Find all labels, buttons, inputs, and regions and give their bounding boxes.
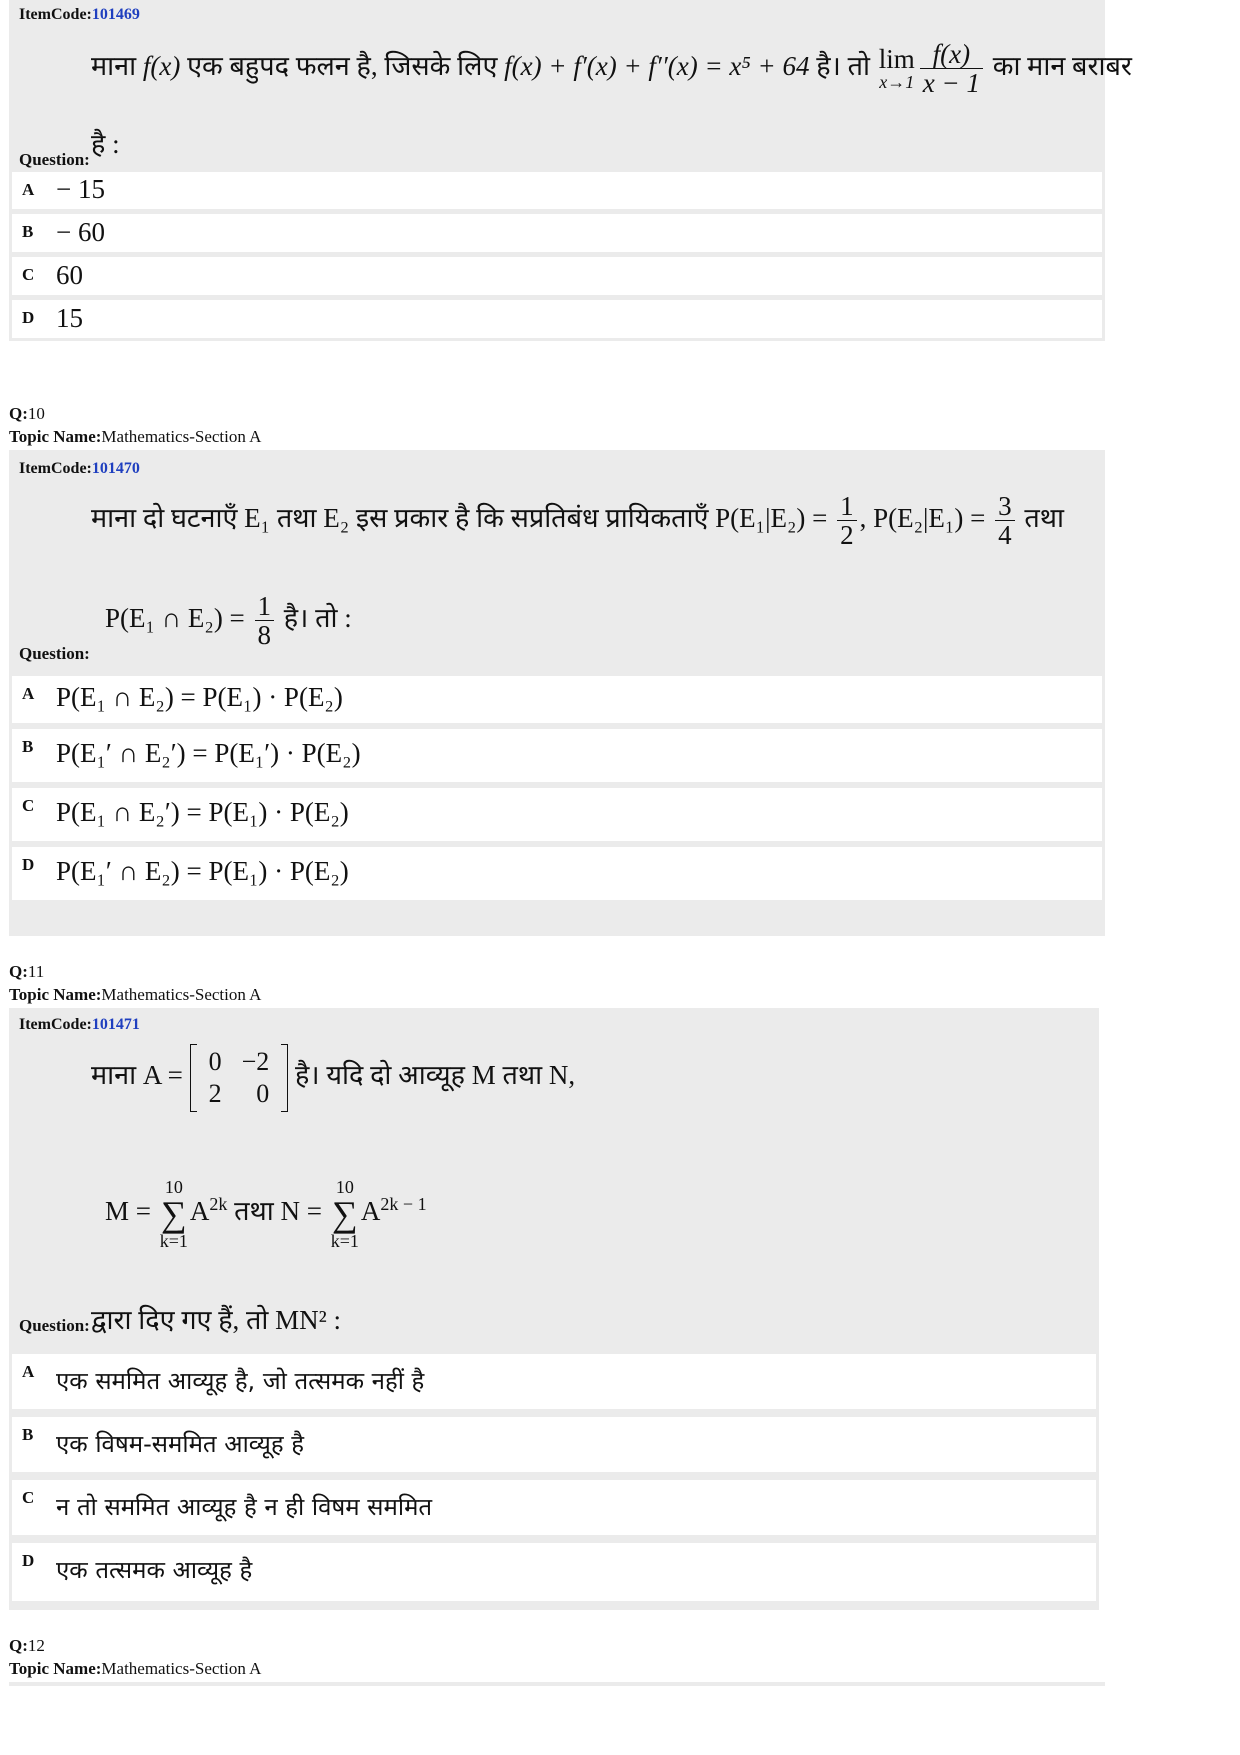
question-card-q9 [9,0,1132,341]
option-text: P(E₁′ ∩ E₂) = P(E₁) · P(E₂) [56,856,349,886]
option-d[interactable] [12,1543,1096,1601]
question-stem-line2 [105,592,352,650]
topic-name [9,427,261,447]
option-text: एक तत्समक आव्यूह है [56,1556,253,1584]
question-stem-last: द्वारा दिए गए हैं, तो MN² : [91,1305,342,1335]
item-code-label: ItemCode: [19,6,92,23]
exponent: 2k − 1 [380,1194,427,1215]
topic-value: Mathematics-Section A [101,427,262,446]
option-text: P(E₁ ∩ E₂′) = P(E₁) · P(E₂) [56,797,349,827]
fraction-denominator: 2 [840,520,854,551]
question-stem-sums [105,1178,427,1250]
stem-text: का मान बराबर [985,51,1132,82]
option-d[interactable] [12,847,1102,900]
lim-word: lim [878,44,915,75]
stem-text: तथा N = [227,1196,329,1227]
option-b[interactable] [12,729,1102,782]
stem-text: , P(E₂|E₁) = [859,503,993,534]
matrix-cell: 2 [208,1079,222,1108]
option-letter: B [22,1425,34,1444]
q-label: Q: [9,962,28,981]
matrix-cell: −2 [241,1047,270,1076]
topic-label: Topic Name: [9,1659,102,1678]
sigma-symbol: ∑ [160,1194,187,1234]
q-number: 11 [27,962,45,981]
option-a[interactable] [12,676,1102,723]
option-letter: A [22,1362,35,1381]
matrix-cell: 0 [256,1079,270,1108]
matrix-cell: 0 [208,1047,222,1076]
fraction [837,492,857,550]
divider [9,1682,1105,1686]
option-text: एक सममित आव्यूह है, जो तत्समक नहीं है [56,1367,425,1395]
limit-operator [879,46,915,91]
question-stem [91,1044,575,1112]
question-number [9,404,45,424]
q-number: 10 [27,404,45,423]
option-c[interactable] [12,788,1102,841]
option-text: एक विषम-सममित आव्यूह है [56,1430,305,1458]
summation-operator [160,1178,188,1250]
topic-label: Topic Name: [9,985,102,1004]
question-label: Question: [19,150,90,169]
option-letter: D [22,855,35,874]
item-code-value: 101470 [91,460,140,477]
fraction-numerator: 3 [995,492,1015,521]
sum-lower-limit: k=1 [159,1231,188,1251]
stem-text: M = [105,1196,158,1227]
option-letter: A [22,684,35,703]
stem-math: A [189,1196,210,1227]
option-text: न तो सममित आव्यूह है न ही विषम सममित [56,1493,433,1521]
option-letter: C [22,1488,35,1507]
sum-upper-limit: 10 [164,1177,183,1197]
item-code-line [19,1016,140,1034]
sigma-symbol: ∑ [332,1194,358,1234]
sum-upper-limit: 10 [335,1177,354,1197]
stem-math: A [360,1196,381,1227]
fraction-numerator: 1 [837,492,857,521]
item-code-line [19,460,140,478]
option-letter: D [22,1551,35,1570]
option-d[interactable] [12,300,1102,338]
fraction [995,492,1015,550]
stem-text: है। तो : [277,603,352,634]
topic-name [9,1659,261,1679]
stem-text: एक बहुपद फलन है, जिसके लिए [180,51,505,82]
option-letter: C [22,796,35,815]
fraction-denominator: 8 [257,620,272,651]
fraction [920,40,983,98]
exponent: 2k [209,1194,228,1215]
option-c[interactable] [12,1480,1096,1535]
option-c[interactable] [12,257,1102,295]
stem-text: माना A = [91,1060,190,1091]
topic-label: Topic Name: [9,427,102,446]
stem-text: P(E₁ ∩ E₂) = [105,603,252,634]
question-stem [91,40,1132,98]
q-label: Q: [9,1636,28,1655]
option-letter: B [22,222,34,241]
item-code-line [19,6,140,24]
q-number: 12 [27,1636,45,1655]
option-text: − 15 [56,174,105,204]
option-a[interactable] [12,172,1102,209]
option-text: P(E₁ ∩ E₂) = P(E₁) · P(E₂) [56,682,343,712]
stem-equation: f(x) + f′(x) + f′′(x) = x⁵ + 64 [504,51,810,82]
option-text: P(E₁′ ∩ E₂′) = P(E₁′) · P(E₂) [56,738,361,768]
option-a[interactable] [12,1354,1096,1409]
question-label: Question: [19,644,90,663]
option-letter: D [22,308,35,327]
stem-text: माना [91,51,143,82]
stem-text: है। यदि दो आव्यूह M तथा N, [288,1060,576,1091]
option-letter: C [22,265,35,284]
stem-text: तथा [1017,503,1064,534]
summation-operator [331,1178,359,1250]
fraction-denominator: x − 1 [922,68,980,99]
topic-name [9,985,261,1005]
option-letter: B [22,737,34,756]
stem-text: है। तो [809,51,877,82]
matrix-a [190,1044,289,1112]
question-number [9,1636,45,1656]
question-label: Question: [19,1316,90,1335]
stem-continuation: है : [91,129,120,159]
option-text: 60 [56,260,83,290]
option-text: 15 [56,303,83,333]
item-code-label: ItemCode: [19,460,92,477]
fraction-numerator: 1 [255,592,275,621]
option-b[interactable] [12,1417,1096,1472]
question-card-q10 [9,450,1105,936]
topic-value: Mathematics-Section A [101,1659,262,1678]
item-code-label: ItemCode: [19,1016,92,1033]
stem-text: माना दो घटनाएँ E₁ तथा E₂ इस प्रकार है कि सप्रतिबंध प्रायिकताएँ P(E₁|E₂) = [91,503,835,534]
fraction-numerator: f(x) [920,40,983,69]
item-code-value: 101469 [91,6,140,23]
topic-value: Mathematics-Section A [101,985,262,1004]
fraction-denominator: 4 [998,520,1012,551]
question-stem [91,492,1064,550]
item-code-value: 101471 [91,1016,140,1033]
option-text: − 60 [56,217,105,247]
fraction [255,592,275,650]
option-letter: A [22,180,35,199]
stem-math: f(x) [142,51,181,82]
question-number [9,962,44,982]
option-b[interactable] [12,214,1102,252]
sum-lower-limit: k=1 [330,1231,359,1251]
lim-subscript: x→1 [879,72,915,93]
question-card-q11 [9,1008,1099,1610]
q-label: Q: [9,404,28,423]
